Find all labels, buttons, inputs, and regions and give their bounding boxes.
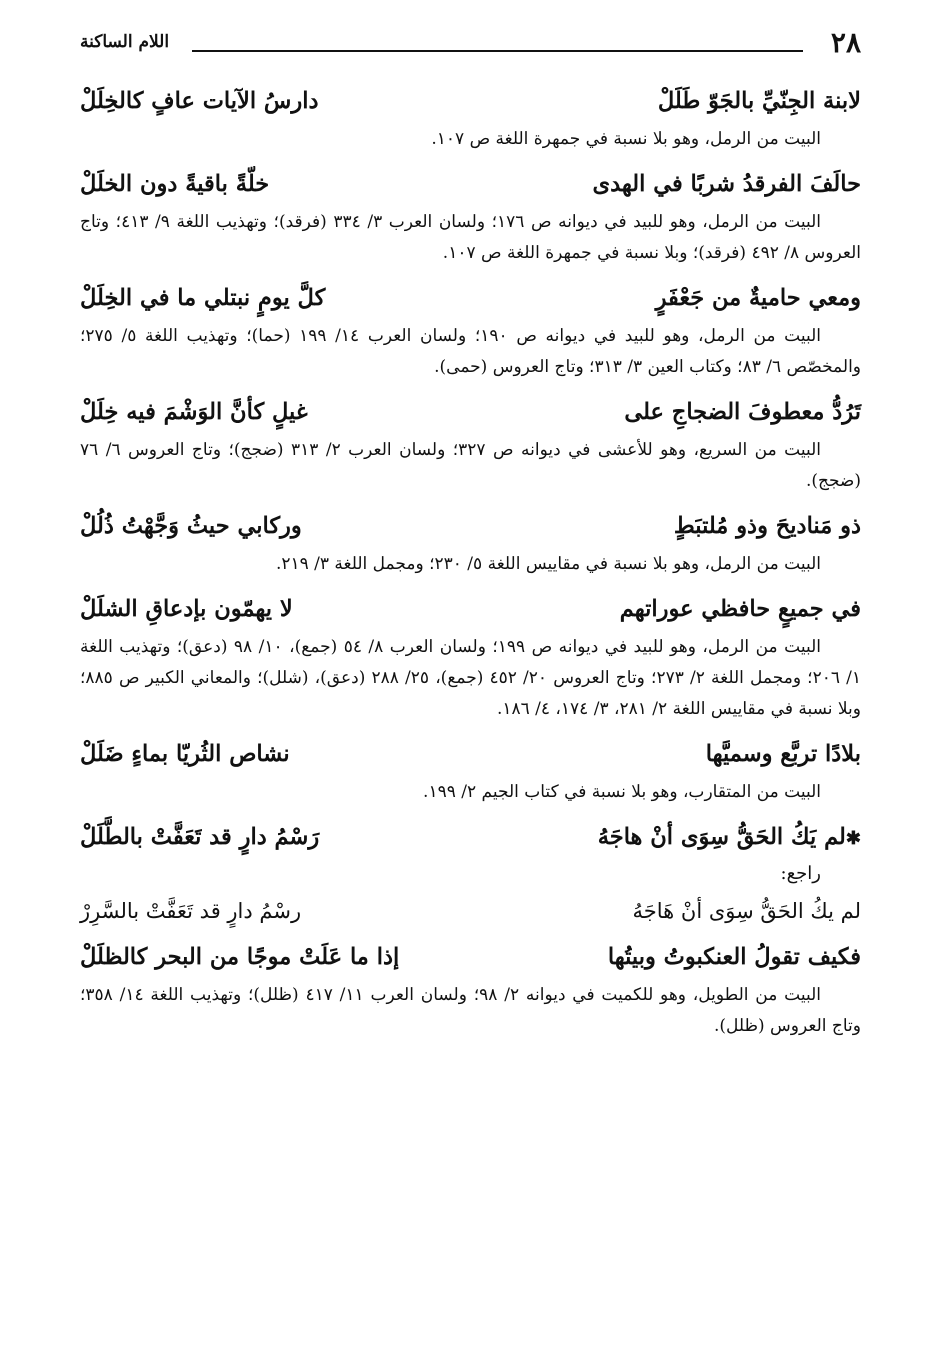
verse-first-hemistich: لم يكُ الحَقُّ سِوَى أنْ هَاجَهُ	[632, 899, 861, 923]
verse-second-hemistich: إذا ما عَلَتْ موجًا من البحر كالظلَلْ	[80, 944, 400, 970]
content	[80, 78, 861, 1048]
poem-block	[80, 586, 861, 725]
poem-block	[80, 934, 861, 1042]
verse	[80, 389, 861, 435]
starred-block	[80, 814, 861, 934]
header-rule	[192, 50, 803, 52]
footnote: البيت من الرمل، وهو للبيد في ديوانه ص ١٩٠؛ ولسان العرب ١٤/ ١٩٩ (حما)؛ وتهذيب اللغة ٥/ ٢٧٥؛ والمخصّص ٦/ ٨٣؛ وكتاب العين ٣/ ٣١٣؛ وتاج العروس (حمى).	[80, 326, 861, 377]
footnote: البيت من الرمل، وهو للبيد في ديوانه ص ١٧٦؛ ولسان العرب ٣/ ٣٣٤ (فرقد)؛ وتهذيب اللغة ٩/ ٤١٣؛ وتاج العروس ٨/ ٤٩٢ (فرقد)؛ وبلا نسبة في جمهرة اللغة ص ١٠٧.	[80, 212, 861, 263]
poem-block	[80, 503, 861, 580]
verse	[80, 275, 861, 321]
footnote: البيت من الطويل، وهو للكميت في ديوانه ٢/ ٩٨؛ ولسان العرب ١١/ ٤١٧ (ظلل)؛ وتهذيب اللغة ١٤/ ٣٥٨؛ وتاج العروس (ظلل).	[80, 985, 861, 1036]
verse-first-hemistich: تَرُدُّ معطوفَ الضجاجِ على	[624, 399, 861, 425]
verse-first-hemistich: حالَفَ الفرقدُ شربًا في الهدى	[592, 171, 861, 197]
verse-second-hemistich: رَسْمُ دارٍ قد تَعَفَّتْ بالطَّلَلْ	[80, 824, 320, 850]
poem-block	[80, 78, 861, 155]
verse	[80, 586, 861, 632]
poem-block	[80, 731, 861, 808]
verse	[80, 934, 861, 980]
page-number: ٢٨	[830, 26, 861, 59]
poem-block	[80, 161, 861, 269]
verse	[80, 78, 861, 124]
footnote: البيت من الرمل، وهو بلا نسبة في مقاييس اللغة ٥/ ٢٣٠؛ ومجمل اللغة ٣/ ٢١٩.	[275, 554, 821, 574]
verse-second-hemistich: لا يهمّون بإدعاقِ الشلَلْ	[80, 596, 293, 622]
footnote: البيت من المتقارب، وهو بلا نسبة في كتاب الجيم ٢/ ١٩٩.	[423, 782, 821, 802]
footnote: البيت من السريع، وهو للأعشى في ديوانه ص ٣٢٧؛ ولسان العرب ٢/ ٣١٣ (ضجج)؛ وتاج العروس ٦/ ٧٦ (ضجج).	[80, 440, 861, 491]
verse-first-hemistich: في جميعٍ حافظي عوراتهم	[619, 596, 861, 622]
verse-first-hemistich: ✱ لم يَكُ الحَقُّ سِوَى أنْ هاجَهُ	[598, 814, 861, 862]
reference-verse	[80, 888, 861, 934]
poem-block	[80, 275, 861, 383]
cross-reference-label: راجع:	[780, 863, 821, 884]
verse-first-hemistich: ومعي حاميةٌ من جَعْفَرٍ	[655, 285, 861, 311]
verse-second-hemistich: دارسُ الآيات عافٍ كالخِلَلْ	[80, 88, 319, 114]
footnote: البيت من الرمل، وهو بلا نسبة في جمهرة اللغة ص ١٠٧.	[431, 129, 821, 149]
verse-second-hemistich: وركابي حيثُ وَجَّهْتُ ذُلُلْ	[80, 513, 302, 539]
verse-second-hemistich: نشاص الثُريّا بماءٍ ضَلَلْ	[80, 741, 290, 767]
starred-verse	[80, 814, 861, 860]
verse-first-hemistich: فكيف تقولُ العنكبوتُ وبيتُها	[607, 944, 861, 970]
poem-block	[80, 389, 861, 497]
verse-first-hemistich: بلادًا تربَّع وسميَّها	[705, 741, 861, 767]
verse	[80, 731, 861, 777]
verse-first-hemistich: لابنة الجِنّيِّ بالجَوّ طَلَلْ	[657, 88, 861, 114]
verse	[80, 503, 861, 549]
page-header	[80, 26, 861, 62]
verse-second-hemistich: كلَّ يومٍ نبتلي ما في الخِلَلْ	[80, 285, 326, 311]
verse-first-hemistich: ذو مَناديحَ وذو مُلتبَطٍ	[673, 513, 861, 539]
verse	[80, 161, 861, 207]
verse-second-hemistich: غيلٍ كأنَّ الوَشْمَ فيه خِلَلْ	[80, 399, 308, 425]
footnote: البيت من الرمل، وهو للبيد في ديوانه ص ١٩٩؛ ولسان العرب ٨/ ٥٤ (جمع)، ١٠/ ٩٨ (دعق)؛ وتهذيب اللغة ١/ ٢٠٦؛ ومجمل اللغة ٢/ ٢٧٣؛ وتاج العروس ٢٠/ ٤٥٢ (جمع)، ٢٥/ ٢٨٨ (دعق)، (شلل)؛ والمعاني الكبير ص ٨٨٥؛ وبلا نسبة في مقاييس اللغة ٢/ ٢٨١، ٣/ ١٧٤، ٤/ ١٨٦.	[80, 637, 862, 719]
running-title: اللام الساكنة	[80, 32, 170, 52]
verse-second-hemistich: رسْمُ دارٍ قد تَعَفَّتْ بالسَّرِرْ	[80, 899, 302, 923]
verse-second-hemistich: خلّةً باقيةً دون الخلَلْ	[80, 171, 270, 197]
